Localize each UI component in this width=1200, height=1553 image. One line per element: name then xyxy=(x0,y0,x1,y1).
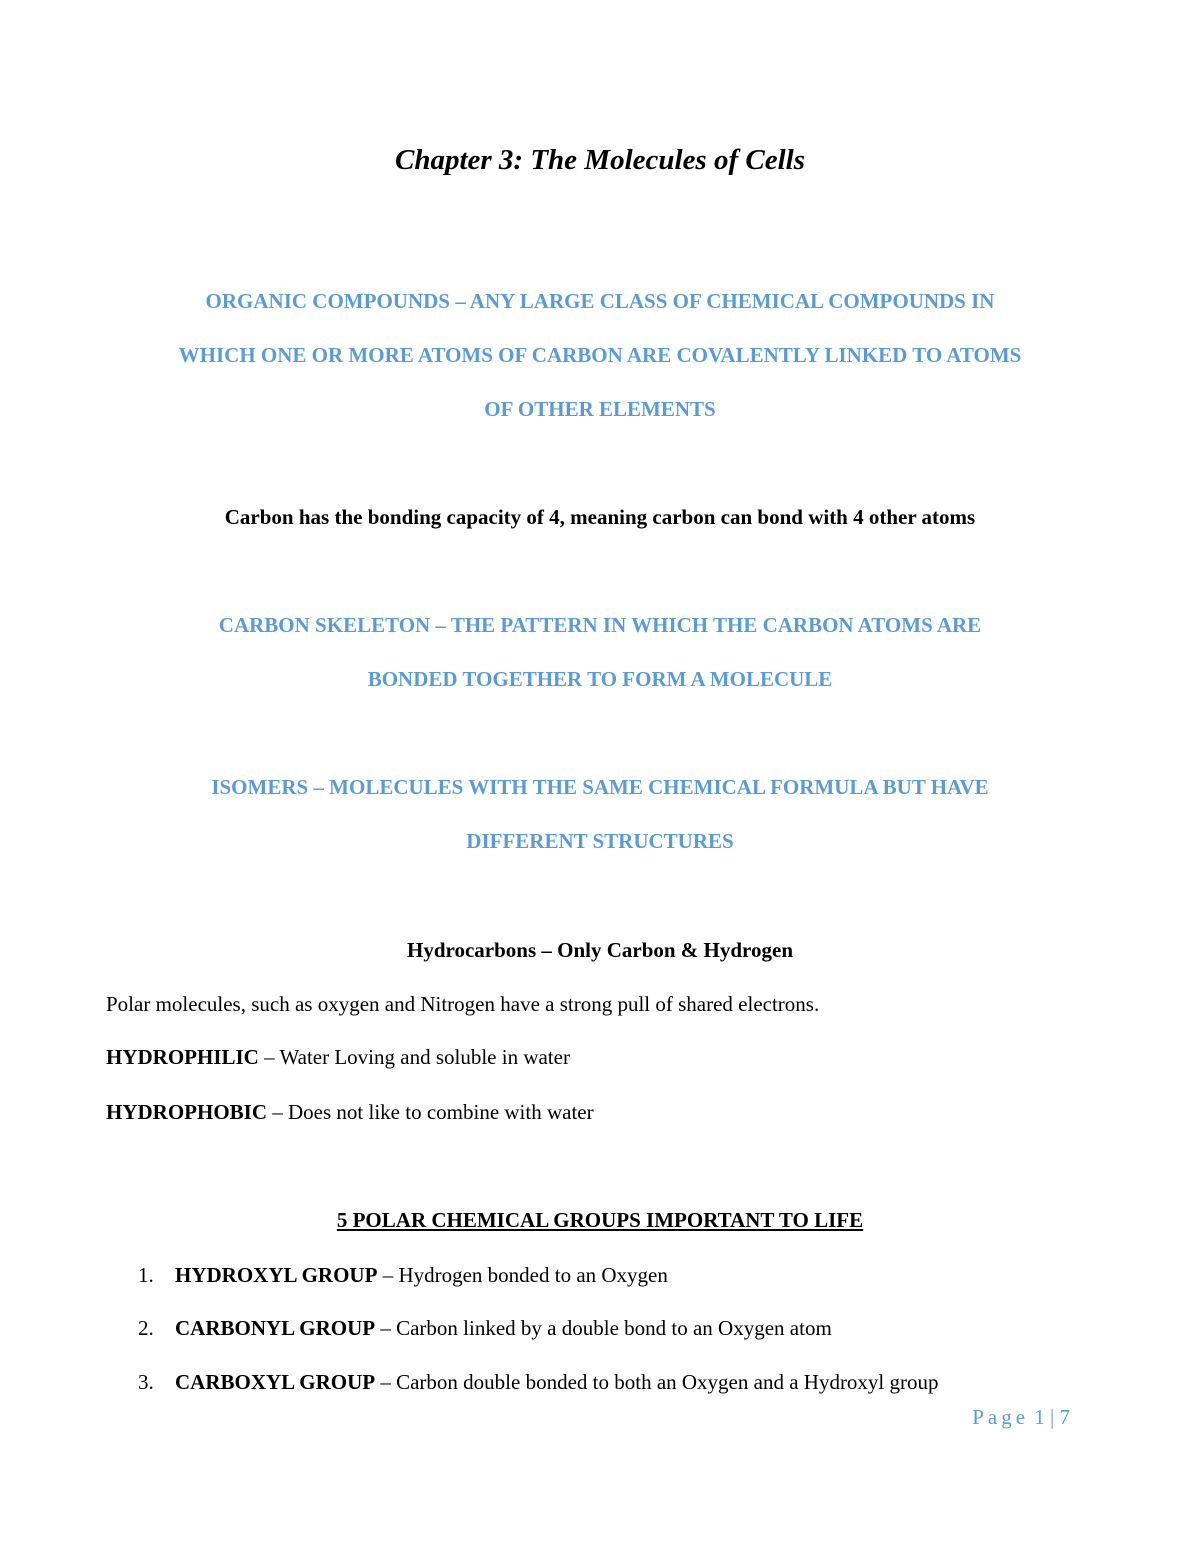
organic-line-3: OF OTHER ELEMENTS xyxy=(484,397,716,421)
hydrophobic-definition xyxy=(106,1097,1106,1127)
hydrophilic-definition xyxy=(106,1042,1106,1072)
list-item xyxy=(138,1313,1138,1343)
hydrophobic-term: HYDROPHOBIC xyxy=(106,1100,268,1124)
group-term: CARBONYL GROUP xyxy=(175,1316,376,1340)
group-term: CARBOXYL GROUP xyxy=(175,1370,376,1394)
list-number: 3. xyxy=(138,1370,154,1394)
group-definition: – Carbon double bonded to both an Oxygen and a Hydroxyl group xyxy=(375,1370,939,1394)
page-label: Page xyxy=(972,1405,1030,1429)
list-number: 1. xyxy=(138,1263,154,1287)
isomers-definition xyxy=(100,760,1100,868)
page-number: 1 | 7 xyxy=(1034,1405,1070,1429)
hydrophobic-text: – Does not like to combine with water xyxy=(267,1100,594,1124)
hydrophilic-text: – Water Loving and soluble in water xyxy=(258,1045,570,1069)
organic-line-2: WHICH ONE OR MORE ATOMS OF CARBON ARE COVALENTLY LINKED TO ATOMS xyxy=(178,343,1022,367)
hydrophilic-term: HYDROPHILIC xyxy=(106,1045,259,1069)
hydrocarbons-heading: Hydrocarbons – Only Carbon & Hydrogen xyxy=(406,938,794,962)
group-term: HYDROXYL GROUP xyxy=(175,1263,378,1287)
skeleton-line-2: BONDED TOGETHER TO FORM A MOLECULE xyxy=(367,667,833,691)
organic-line-1: ORGANIC COMPOUNDS – ANY LARGE CLASS OF CHEMICAL COMPOUNDS IN xyxy=(205,289,995,313)
carbon-skeleton-definition xyxy=(100,598,1100,706)
list-number: 2. xyxy=(138,1316,154,1340)
isomers-line-1: ISOMERS – MOLECULES WITH THE SAME CHEMICAL FORMULA BUT HAVE xyxy=(211,775,989,799)
group-definition: – Carbon linked by a double bond to an Oxygen atom xyxy=(375,1316,832,1340)
list-item xyxy=(138,1260,1138,1290)
carbon-capacity-text: Carbon has the bonding capacity of 4, meaning carbon can bond with 4 other atoms xyxy=(224,505,976,529)
group-definition: – Hydrogen bonded to an Oxygen xyxy=(377,1263,668,1287)
skeleton-line-1: CARBON SKELETON – THE PATTERN IN WHICH THE CARBON ATOMS ARE xyxy=(218,613,982,637)
polar-molecules-text: Polar molecules, such as oxygen and Nitrogen have a strong pull of shared electrons. xyxy=(106,992,820,1016)
page-title: Chapter 3: The Molecules of Cells xyxy=(394,144,805,176)
list-item xyxy=(138,1367,1138,1397)
isomers-line-2: DIFFERENT STRUCTURES xyxy=(466,829,734,853)
organic-compounds-definition xyxy=(100,274,1100,436)
page-footer xyxy=(900,1402,1070,1432)
polar-groups-heading-text: 5 POLAR CHEMICAL GROUPS IMPORTANT TO LIFE xyxy=(336,1208,864,1232)
polar-groups-heading xyxy=(0,1205,1200,1235)
